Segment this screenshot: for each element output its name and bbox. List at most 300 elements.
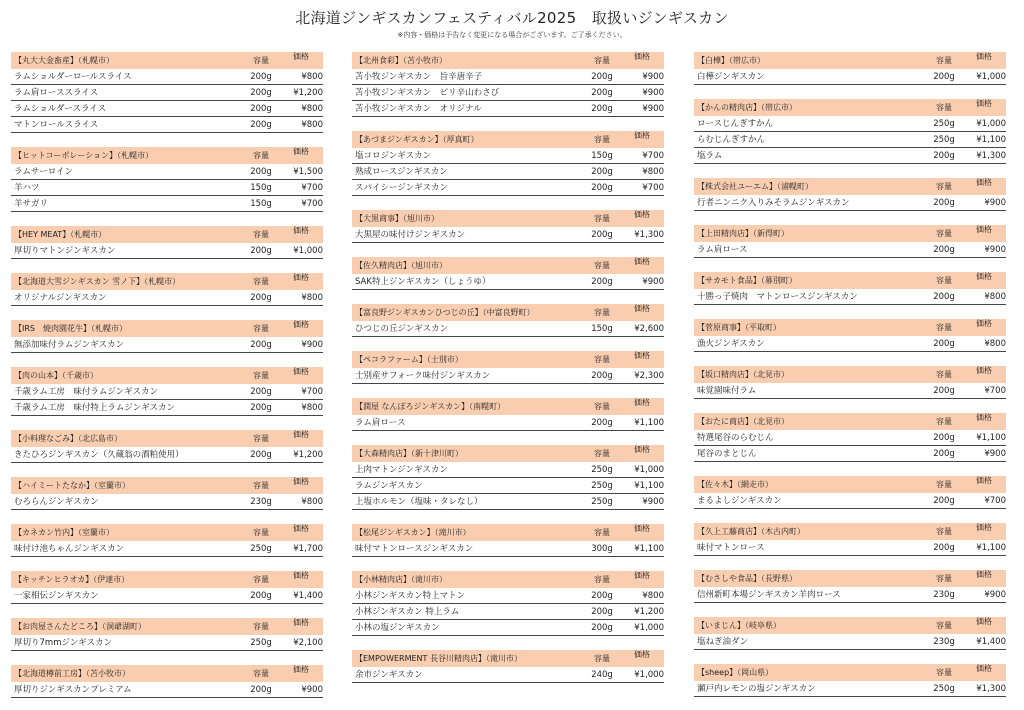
product-price: ¥1,000 [293,246,323,256]
price-header: 価格 [976,476,992,485]
product-name: 千歳ラム工房 味付ラムジンギスカン [14,387,158,397]
shop-header [11,226,323,243]
product-name: 行者ニンニク入りみそラムジンギスカン [697,198,850,208]
product-price: ¥1,000 [976,119,1006,129]
product-name: 士別産サフォーク味付ジンギスカン [355,371,491,381]
shop-header [11,367,323,384]
product-row [694,383,1006,399]
product-row [694,195,1006,211]
product-row [11,85,323,101]
shop-header [352,650,664,667]
product-price: ¥700 [984,496,1006,506]
product-capacity: 150g [250,199,272,209]
price-header: 価格 [976,178,992,187]
capacity-header: 容量 [936,276,952,285]
product-row [11,400,323,416]
capacity-header: 容量 [936,56,952,65]
product-row [352,164,664,180]
product-capacity: 200g [591,607,613,617]
product-row [694,132,1006,148]
product-row [694,634,1006,650]
product-name: スパイシージンギスカン [355,183,448,193]
product-row [11,164,323,180]
product-name: マトンロールスライス [14,120,99,130]
capacity-header: 容量 [253,151,269,160]
shop-header [352,398,664,415]
product-price: ¥1,300 [976,684,1006,694]
product-name: ラムジンギスカン [355,481,423,491]
capacity-header: 容量 [936,103,952,112]
page-title: 北海道ジンギスカンフェスティバル2025 取扱いジンギスカン [295,9,729,27]
price-header: 価格 [976,99,992,108]
product-capacity: 200g [933,339,955,349]
product-name: オリジナルジンギスカン [14,293,107,303]
price-header: 価格 [293,52,309,61]
product-price: ¥1,000 [634,670,664,680]
shop-name: 【いまじん】（岐阜県） [697,621,781,630]
product-price: ¥1,100 [634,418,664,428]
shop-block [11,226,323,259]
shop-name: 【あづまジンギスカン】（厚真町） [355,135,479,144]
shop-block [352,650,664,683]
product-price: ¥800 [301,120,323,130]
product-capacity: 230g [250,497,272,507]
shop-header [694,225,1006,242]
shop-name: 【丸大大金畜産】（札幌市） [14,56,114,65]
shop-name: 【佐々木】（網走市） [697,480,773,489]
product-row [11,447,323,463]
product-capacity: 200g [250,403,272,413]
product-row [352,667,664,683]
product-name: ラム肩ロース [697,245,748,255]
price-header: 価格 [976,413,992,422]
product-name: むろらんジンギスカン [14,497,99,507]
product-price: ¥1,000 [634,465,664,475]
product-row [694,430,1006,446]
price-header: 価格 [634,351,650,360]
shop-block [11,320,323,353]
product-name: ラム肩ローススライス [14,88,99,98]
product-capacity: 200g [591,88,613,98]
shop-block [352,304,664,337]
shop-header [11,147,323,164]
capacity-header: 容量 [253,622,269,631]
product-name: 苫小牧ジンギスカン オリジナル [355,104,482,114]
product-name: 十勝っ子焼肉 マトンロースジンギスカン [697,292,858,302]
product-name: ひつじの丘ジンギスカン [355,324,449,334]
product-capacity: 200g [933,72,955,82]
product-capacity: 250g [591,465,613,475]
product-price: ¥800 [984,292,1006,302]
price-header: 価格 [634,52,650,61]
shop-name: 【おたに商店】（北見市） [697,417,789,426]
price-header: 価格 [976,664,992,673]
price-header: 価格 [976,570,992,579]
capacity-header: 容量 [594,449,610,458]
product-capacity: 200g [933,543,955,553]
product-name: 小林ジンギスカン 特上ラム [355,607,460,617]
product-price: ¥1,700 [293,544,323,554]
product-price: ¥1,500 [293,167,323,177]
product-row [352,462,664,478]
shop-block [352,257,664,290]
shop-block [694,617,1006,650]
product-row [694,69,1006,85]
price-header: 価格 [976,52,992,61]
product-price: ¥900 [642,72,664,82]
product-capacity: 200g [250,88,272,98]
product-price: ¥1,400 [976,637,1006,647]
product-capacity: 200g [250,167,272,177]
shop-name: 【上田精肉店】（新得町） [697,229,789,238]
product-price: ¥1,300 [976,151,1006,161]
product-capacity: 230g [933,590,955,600]
shop-header [694,178,1006,195]
product-name: 特選尾谷のらむじん [697,433,774,443]
shop-name: 【坂口精肉店】（北見市） [697,370,789,379]
product-row [11,180,323,196]
product-name: らむじんぎすかん [697,135,766,145]
shop-block [11,524,323,557]
product-price: ¥900 [642,104,664,114]
product-price: ¥2,300 [634,371,664,381]
product-row [11,101,323,117]
shop-block [352,445,664,510]
product-capacity: 200g [933,151,955,161]
product-row [352,321,664,337]
price-header: 価格 [293,226,309,235]
product-row [11,682,323,698]
product-row [352,368,664,384]
capacity-header: 容量 [594,261,610,270]
price-header: 価格 [293,367,309,376]
capacity-header: 容量 [936,182,952,191]
shop-block [694,99,1006,164]
product-name: ロースじんぎすかん [697,119,774,129]
shop-block [352,131,664,196]
product-capacity: 200g [933,449,955,459]
shop-name: 【むさしや食品】（長野県） [697,574,797,583]
shop-header [11,477,323,494]
price-header: 価格 [634,257,650,266]
product-name: 瀬戸内レモンの塩ジンギスカン [697,684,816,694]
product-row [352,227,664,243]
product-name: SAK特上ジンギスカン（しょうゆ） [355,277,491,287]
shop-name: 【かんの精肉店】（帯広市） [697,103,797,112]
product-capacity: 200g [250,293,272,303]
shop-header [352,131,664,148]
product-price: ¥800 [301,497,323,507]
capacity-header: 容量 [594,308,610,317]
product-name: 苫小牧ジンギスカン 旨辛唐辛子 [355,72,483,82]
shop-name: 【sheep】（岡山県） [697,668,774,677]
product-name: 上肉マトンジンギスカン [355,465,448,475]
shop-name: 【北海道大雪ジンギスカン 雪ノ下】（札幌市） [14,277,181,286]
shop-header [694,52,1006,69]
column-1 [11,52,323,698]
price-header: 価格 [634,445,650,454]
product-capacity: 250g [250,544,272,554]
product-price: ¥700 [301,183,323,193]
shop-header [694,99,1006,116]
shop-block [11,147,323,212]
product-name: 味覚園味付ラム [697,386,757,396]
shop-header [352,304,664,321]
product-price: ¥800 [642,167,664,177]
capacity-header: 容量 [936,480,952,489]
product-row [11,494,323,510]
product-capacity: 200g [591,591,613,601]
product-price: ¥900 [642,88,664,98]
product-row [694,681,1006,697]
shop-header [11,430,323,447]
product-row [352,604,664,620]
product-price: ¥900 [642,277,664,287]
capacity-header: 容量 [936,323,952,332]
product-name: 塩ラム [697,151,723,161]
shop-name: 【小料理なごみ】（北広島市） [14,434,122,443]
capacity-header: 容量 [594,402,610,411]
shop-name: 【富良野ジンギスカンひつじの丘】（中富良野町） [355,308,535,317]
price-header: 価格 [634,571,650,580]
product-price: ¥900 [984,449,1006,459]
product-name: 厚切りマトンジンギスカン [14,246,116,256]
price-header: 価格 [634,131,650,140]
shop-header [694,476,1006,493]
product-row [11,337,323,353]
price-header: 価格 [634,524,650,533]
shop-block [352,524,664,557]
product-name: 苫小牧ジンギスカン ピリ辛山わさび [355,88,500,98]
price-header: 価格 [293,524,309,533]
shop-name: 【IRS 焼肉園花牛】（札幌市） [14,324,127,333]
product-row [11,196,323,212]
shop-name: 【松尾ジンギスカン】（滝川市） [355,528,471,537]
product-capacity: 200g [250,685,272,695]
shop-name: 【北州食彩】（苫小牧市） [355,56,447,65]
product-row [352,180,664,196]
product-name: 白樺ジンギスカン [697,72,765,82]
product-row [694,242,1006,258]
product-capacity: 250g [933,684,955,694]
shop-block [11,477,323,510]
product-capacity: 200g [250,104,272,114]
product-capacity: 200g [250,340,272,350]
product-capacity: 250g [591,481,613,491]
shop-block [694,178,1006,211]
product-capacity: 200g [933,245,955,255]
capacity-header: 容量 [936,527,952,536]
shop-block [694,664,1006,697]
product-price: ¥1,100 [976,135,1006,145]
product-capacity: 150g [250,183,272,193]
shop-block [694,319,1006,352]
shop-name: 【キッチンヒラオカ】（伊達市） [14,575,130,584]
product-capacity: 200g [933,386,955,396]
price-header: 価格 [976,225,992,234]
capacity-header: 容量 [594,355,610,364]
shop-header [11,524,323,541]
product-capacity: 150g [591,324,613,334]
shop-block [11,367,323,416]
shop-block [694,570,1006,603]
capacity-header: 容量 [936,668,952,677]
shop-name: 【潤屋 なんぽろジンギスカン】（南幌町） [355,402,506,411]
capacity-header: 容量 [936,370,952,379]
shop-header [694,366,1006,383]
product-capacity: 200g [591,623,613,633]
product-name: ラムサーロイン [14,167,73,177]
product-row [11,243,323,259]
price-header: 価格 [634,210,650,219]
shop-block [694,413,1006,462]
shop-block [352,571,664,636]
product-name: 小林ジンギスカン特上マトン [355,591,466,601]
product-name: 味付マトンロース [697,543,765,553]
product-price: ¥800 [984,339,1006,349]
product-price: ¥900 [642,497,664,507]
product-capacity: 200g [250,591,272,601]
shop-header [11,320,323,337]
shop-name: 【佐久精肉店】（旭川市） [355,261,447,270]
product-capacity: 200g [933,433,955,443]
price-header: 価格 [634,304,650,313]
product-name: 塩ねぎ油ダン [697,637,749,647]
product-name: 熟成ロースジンギスカン [355,167,448,177]
product-name: ラムショルダーロールスライス [14,72,132,82]
shop-name: 【北海道樽前工房】（苫小牧市） [14,669,130,678]
price-header: 価格 [293,477,309,486]
shop-header [352,210,664,227]
product-price: ¥700 [984,386,1006,396]
shop-block [694,366,1006,399]
shop-header [352,571,664,588]
product-name: 厚切り7mmジンギスカン [14,638,113,648]
product-row [11,541,323,557]
shop-header [694,272,1006,289]
product-name: 無添加味付ラムジンギスカン [14,340,125,350]
product-row [11,635,323,651]
price-header: 価格 [293,147,309,156]
shop-block [694,225,1006,258]
shop-name: 【肉の山本】（千歳市） [14,371,98,380]
shop-name: 【株式会社ユーエム】（浦幌町） [697,182,813,191]
product-capacity: 200g [250,387,272,397]
capacity-header: 容量 [253,324,269,333]
product-name: 羊ハツ [14,183,40,193]
shop-name: 【ヒットコーポレーション】（札幌市） [14,151,154,160]
shop-name: 【お肉屋さんたどころ】（洞爺湖町） [14,622,146,631]
product-row [352,85,664,101]
shop-block [11,52,323,133]
product-capacity: 200g [591,167,613,177]
product-price: ¥900 [984,198,1006,208]
product-row [11,588,323,604]
shop-name: 【大森精肉店】（新十津川町） [355,449,463,458]
product-capacity: 230g [933,637,955,647]
product-name: 千歳ラム工房 味付特上ラムジンギスカン [14,403,175,413]
product-price: ¥900 [984,245,1006,255]
shop-header [11,618,323,635]
product-price: ¥800 [301,104,323,114]
column-2 [352,52,664,683]
product-price: ¥1,200 [293,450,323,460]
product-capacity: 150g [591,151,613,161]
shop-name: 【菅原商事】（平取町） [697,323,781,332]
shop-header [694,319,1006,336]
shop-header [694,664,1006,681]
price-header: 価格 [293,430,309,439]
product-price: ¥900 [984,590,1006,600]
product-row [352,494,664,510]
shop-header [11,665,323,682]
capacity-header: 容量 [253,230,269,239]
product-name: 余市ジンギスカン [355,670,423,680]
product-capacity: 200g [591,72,613,82]
price-header: 価格 [293,320,309,329]
product-price: ¥800 [301,293,323,303]
product-row [694,540,1006,556]
shop-name: 【白樺】（帯広市） [697,56,765,65]
shop-name: 【久上工藤商店】（木古内町） [697,527,805,536]
shop-block [694,52,1006,85]
capacity-header: 容量 [253,528,269,537]
product-row [694,493,1006,509]
capacity-header: 容量 [594,135,610,144]
shop-header [11,52,323,69]
product-capacity: 240g [591,670,613,680]
product-price: ¥1,200 [634,607,664,617]
capacity-header: 容量 [936,417,952,426]
shop-block [11,273,323,306]
capacity-header: 容量 [936,621,952,630]
product-name: 大黒屋の味付けジンギスカン [355,230,466,240]
product-row [352,69,664,85]
price-header: 価格 [634,650,650,659]
shop-header [694,570,1006,587]
price-header: 価格 [634,398,650,407]
product-price: ¥700 [301,199,323,209]
product-name: まるよしジンギスカン [697,496,782,506]
product-name: 味付け池ちゃんジンギスカン [14,544,125,554]
product-name: 信州新町本場ジンギスカン羊肉ロース [697,590,841,600]
product-capacity: 200g [591,104,613,114]
product-price: ¥800 [301,403,323,413]
shop-name: 【EMPOWERMENT 長谷川精肉店】（滝川市） [355,654,522,663]
product-row [11,290,323,306]
shop-block [352,398,664,431]
product-price: ¥700 [301,387,323,397]
product-price: ¥1,000 [976,72,1006,82]
product-capacity: 200g [591,371,613,381]
product-capacity: 250g [933,119,955,129]
product-price: ¥800 [301,72,323,82]
capacity-header: 容量 [253,56,269,65]
product-capacity: 200g [250,72,272,82]
product-row [352,101,664,117]
product-row [352,541,664,557]
shop-block [11,618,323,651]
product-row [352,415,664,431]
product-capacity: 250g [250,638,272,648]
product-price: ¥1,300 [634,230,664,240]
product-row [352,148,664,164]
product-price: ¥700 [642,183,664,193]
capacity-header: 容量 [253,371,269,380]
shop-block [694,523,1006,556]
product-name: ラム肩ロース [355,418,406,428]
capacity-header: 容量 [936,229,952,238]
